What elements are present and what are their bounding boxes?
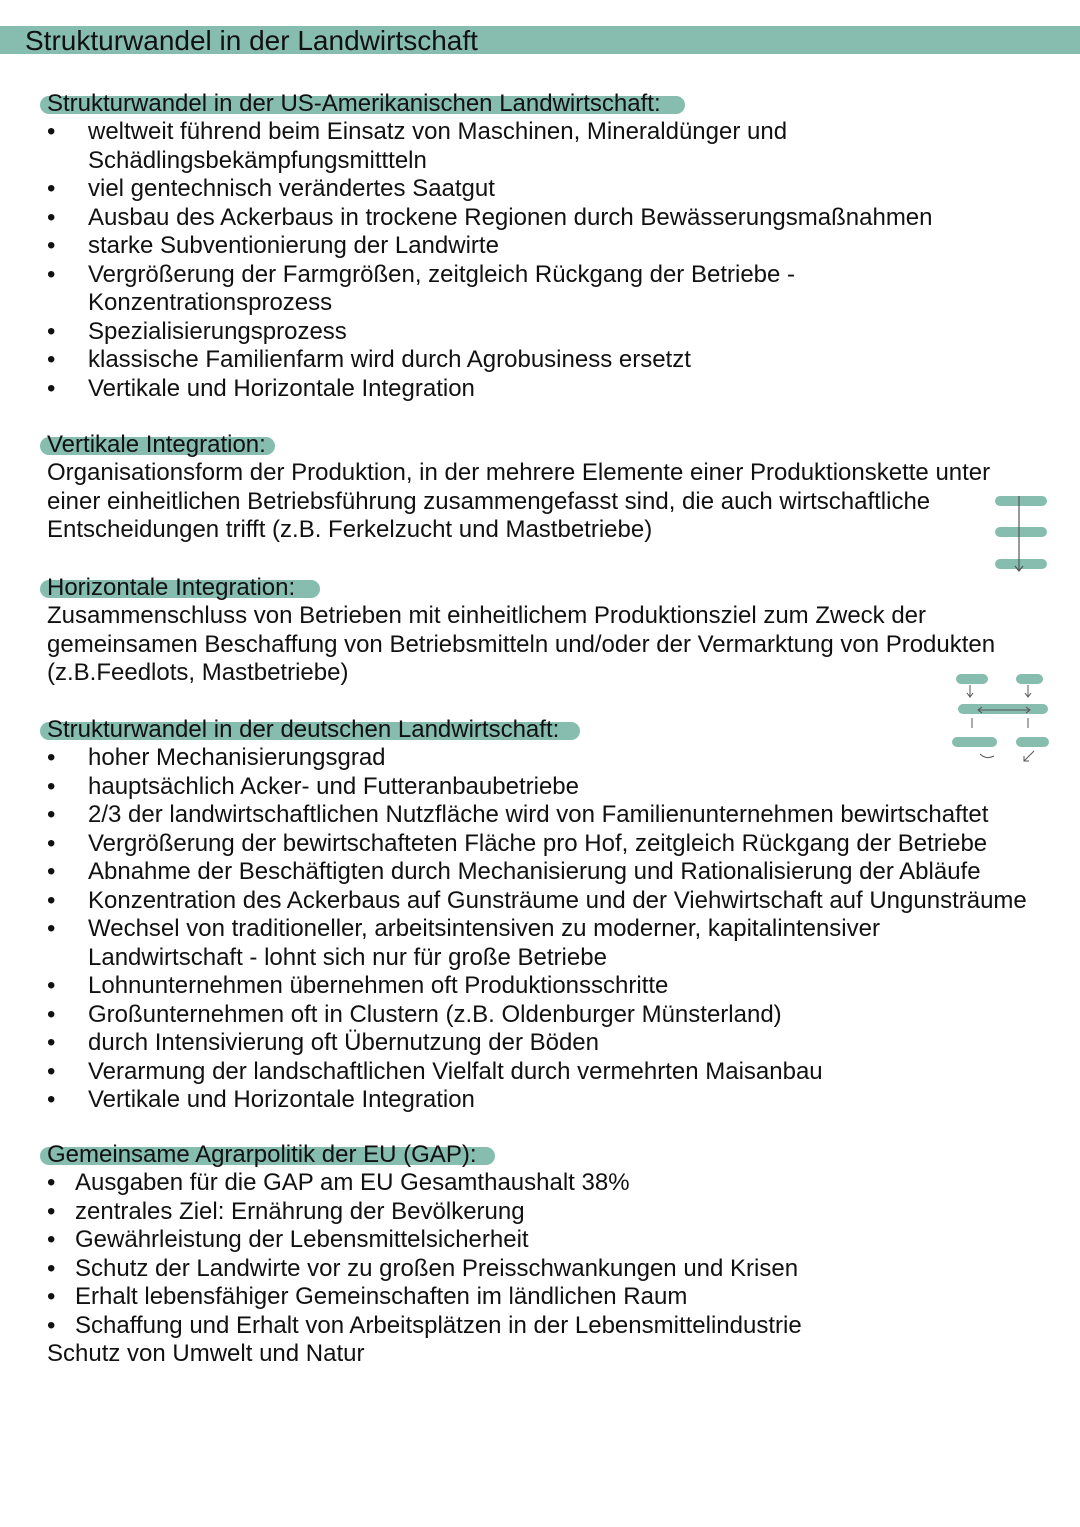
gap-bullet-list bbox=[47, 1169, 802, 1340]
horizontal-integration-heading: Horizontale Integration: bbox=[47, 574, 296, 601]
text-line: Entscheidungen trifft (z.B. Ferkelzucht und Mastbetriebe) bbox=[47, 516, 653, 543]
list-item: • starke Subventionierung der Landwirte bbox=[47, 232, 933, 261]
list-item: • Erhalt lebensfähiger Gemeinschaften im ländlichen Raum bbox=[47, 1283, 802, 1312]
list-item: • Großunternehmen oft in Clustern (z.B. Oldenburger Münsterland) bbox=[47, 1001, 1027, 1030]
list-item: • klassische Familienfarm wird durch Agrobusiness ersetzt bbox=[47, 346, 933, 375]
us-bullet-list bbox=[47, 118, 933, 403]
list-item-continuation: Schädlingsbekämpfungsmittteln bbox=[88, 146, 427, 174]
list-item-continuation: Konzentrationsprozess bbox=[88, 289, 333, 316]
list-item: • Vertikale und Horizontale Integration bbox=[47, 375, 933, 404]
list-item: • weltweit führend beim Einsatz von Maschinen, Mineraldünger und bbox=[47, 118, 933, 147]
vertical-integration-icon bbox=[990, 490, 1050, 575]
us-section-heading: Strukturwandel in der US-Amerikanischen Landwirtschaft: bbox=[47, 90, 661, 117]
list-item: • Abnahme der Beschäftigten durch Mechanisierung und Rationalisierung der Abläufe bbox=[47, 858, 1027, 887]
text-line: (z.B.Feedlots, Mastbetriebe) bbox=[47, 659, 349, 686]
list-item: • Lohnunternehmen übernehmen oft Produktionsschritte bbox=[47, 972, 1027, 1001]
text-line: gemeinsamen Beschaffung von Betriebsmitteln und/oder der Vermarktung von Produkten bbox=[47, 630, 996, 658]
list-item: • Wechsel von traditioneller, arbeitsintensiven zu moderner, kapitalintensiver bbox=[47, 915, 1027, 944]
list-item: • Vertikale und Horizontale Integration bbox=[47, 1086, 1027, 1115]
page-title: Strukturwandel in der Landwirtschaft bbox=[25, 25, 478, 56]
de-bullet-list bbox=[47, 744, 1027, 1115]
text-line: einer einheitlichen Betriebsführung zusammengefasst sind, die auch wirtschaftliche bbox=[47, 487, 931, 515]
list-item: • Verarmung der landschaftlichen Vielfalt durch vermehrten Maisanbau bbox=[47, 1058, 1027, 1087]
vertical-integration-text bbox=[47, 459, 1047, 545]
list-item-continuation: Landwirtschaft - lohnt sich nur für große Betriebe bbox=[88, 943, 607, 971]
list-item: • Konzentration des Ackerbaus auf Gunsträume und der Viehwirtschaft auf Ungunsträume bbox=[47, 887, 1027, 916]
list-item: • zentrales Ziel: Ernährung der Bevölkerung bbox=[47, 1198, 802, 1227]
text-line: Organisationsform der Produktion, in der mehrere Elemente einer Produktionskette unter bbox=[47, 459, 991, 486]
list-item: • 2/3 der landwirtschaftlichen Nutzfläche wird von Familienunternehmen bewirtschaftet bbox=[47, 801, 1027, 830]
list-item: • Spezialisierungsprozess bbox=[47, 318, 933, 347]
gap-trailing-text: Schutz von Umwelt und Natur bbox=[47, 1340, 365, 1367]
list-item: • Schutz der Landwirte vor zu großen Preisschwankungen und Krisen bbox=[47, 1255, 802, 1284]
list-item: • hoher Mechanisierungsgrad bbox=[47, 744, 1027, 773]
vertical-integration-heading: Vertikale Integration: bbox=[47, 431, 266, 458]
gap-section-heading: Gemeinsame Agrarpolitik der EU (GAP): bbox=[47, 1141, 477, 1168]
list-item: • Gewährleistung der Lebensmittelsicherheit bbox=[47, 1226, 802, 1255]
text-line: Zusammenschluss von Betrieben mit einheitlichem Produktionsziel zum Zweck der bbox=[47, 602, 927, 629]
list-item: • Vergrößerung der bewirtschafteten Fläche pro Hof, zeitgleich Rückgang der Betriebe bbox=[47, 830, 1027, 859]
list-item: • Vergrößerung der Farmgrößen, zeitgleich Rückgang der Betriebe - bbox=[47, 261, 933, 290]
list-item: • Schaffung und Erhalt von Arbeitsplätzen in der Lebensmittelindustrie bbox=[47, 1312, 802, 1341]
list-item: • Ausbau des Ackerbaus in trockene Regionen durch Bewässerungsmaßnahmen bbox=[47, 204, 933, 233]
list-item: • hauptsächlich Acker- und Futteranbaubetriebe bbox=[47, 773, 1027, 802]
list-item: • durch Intensivierung oft Übernutzung der Böden bbox=[47, 1029, 1027, 1058]
horizontal-integration-text bbox=[47, 602, 1047, 688]
de-section-heading: Strukturwandel in der deutschen Landwirtschaft: bbox=[47, 716, 560, 743]
list-item: • viel gentechnisch verändertes Saatgut bbox=[47, 175, 933, 204]
list-item: • Ausgaben für die GAP am EU Gesamthaushalt 38% bbox=[47, 1169, 802, 1198]
